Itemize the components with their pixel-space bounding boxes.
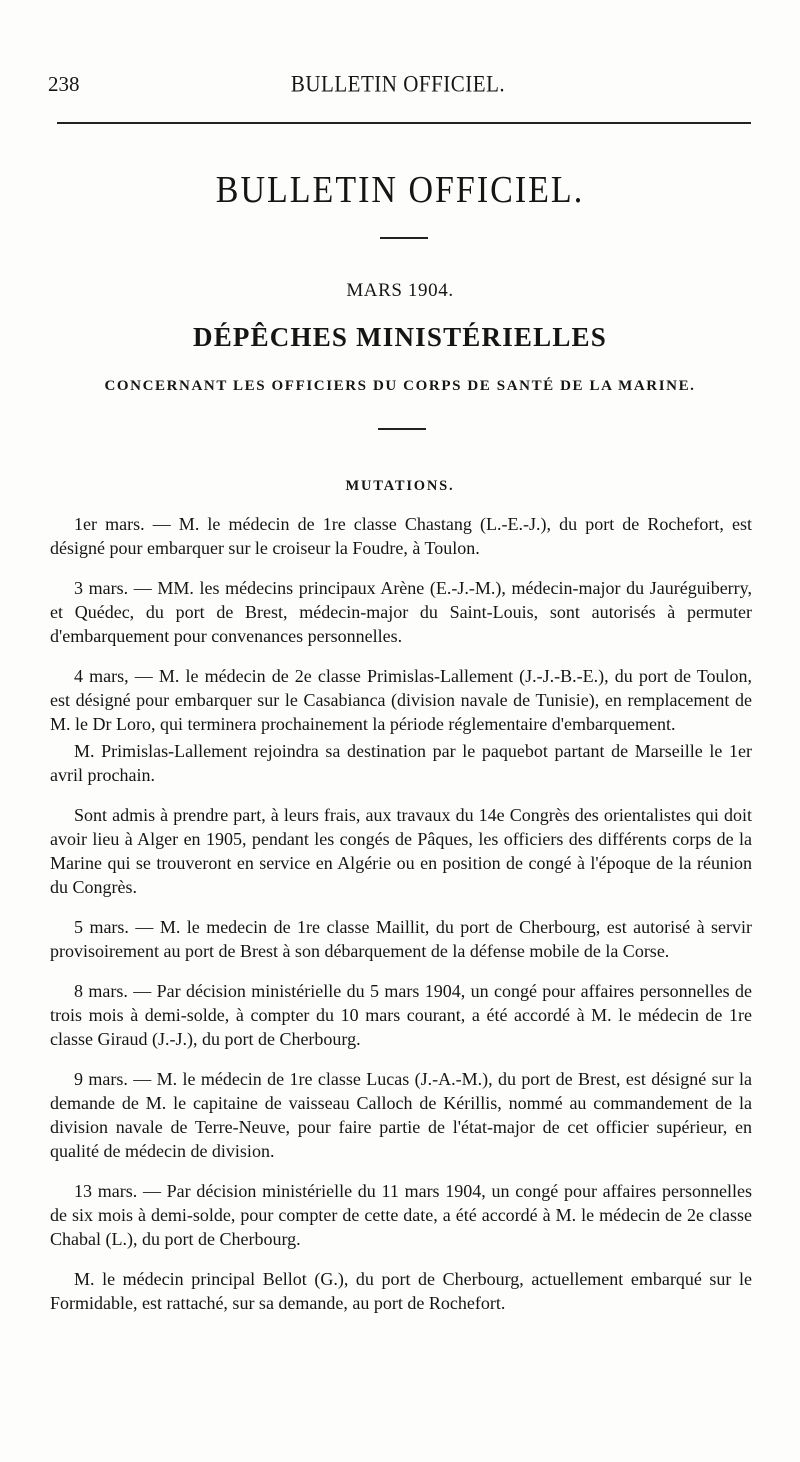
paragraph-3-mars: 3 mars. — MM. les médecins principaux Arène (E.-J.-M.), médecin-major du Jauréguiberry, et Quédec, du port de Brest, médecin-major du Saint-Louis, sont autorisés à permuter d'embarquement pour convenances personnelles.: [50, 578, 752, 646]
page-number: 238: [48, 72, 80, 96]
main-title: BULLETIN OFFICIEL.: [215, 169, 585, 212]
running-title: BULLETIN OFFICIEL.: [290, 71, 506, 97]
paragraph-4-mars: 4 mars, — M. le médecin de 2e classe Primislas-Lallement (J.-J.-B.-E.), du port de Toulon, est désigné pour embarquer sur le Casabianca (division navale de Tunisie), en remplacement de M. le Dr Loro, qui terminera prochainement la période réglementaire d'embarquement.: [50, 666, 752, 734]
body-text: [50, 508, 752, 1315]
paragraph-5-mars: 5 mars. — M. le medecin de 1re classe Maillit, du port de Cherbourg, est autorisé à servir provisoirement au port de Brest à son débarquement de la défense mobile de la Corse.: [50, 917, 752, 961]
paragraph-8-mars: 8 mars. — Par décision ministérielle du 5 mars 1904, un congé pour affaires personnelles de trois mois à demi-solde, à compter du 10 mars courant, a été accordé à M. le médecin de 1re classe Giraud (J.-J.), du port de Cherbourg.: [50, 981, 752, 1049]
paragraph-4-mars-cont: M. Primislas-Lallement rejoindra sa destination par le paquebot partant de Marseille le 1er avril prochain.: [50, 741, 752, 785]
paragraph-1-mars: 1er mars. — M. le médecin de 1re classe Chastang (L.-E.-J.), du port de Rochefort, est désigné pour embarquer sur le croiseur la Foudre, à Toulon.: [50, 514, 752, 558]
section-subheading: CONCERNANT LES OFFICIERS DU CORPS DE SANTÉ DE LA MARINE.: [104, 378, 696, 394]
paragraph-13-mars-cont: M. le médecin principal Bellot (G.), du port de Cherbourg, actuellement embarqué sur le Formidable, est rattaché, sur sa demande, au port de Rochefort.: [50, 1269, 752, 1313]
section-heading: DÉPÊCHES MINISTÉRIELLES: [193, 322, 607, 352]
running-header: [48, 72, 748, 102]
section-divider: [378, 428, 426, 430]
paragraph-congres: Sont admis à prendre part, à leurs frais, aux travaux du 14e Congrès des orientalistes qui doit avoir lieu à Alger en 1905, pendant les congés de Pâques, les officiers des différents corps de la Marine qui se trouveront en service en Algérie ou en position de congé à l'époque de la réunion du Congrès.: [50, 805, 752, 897]
header-rule: [57, 122, 751, 124]
mutations-heading: MUTATIONS.: [345, 478, 455, 494]
paragraph-9-mars: 9 mars. — M. le médecin de 1re classe Lucas (J.-A.-M.), du port de Brest, est désigné sur la demande de M. le capitaine de vaisseau Calloch de Kérillis, nommé au commandement de la division navale de Terre-Neuve, pour faire partie de l'état-major de cet officier supérieur, en qualité de médecin de division.: [50, 1069, 752, 1161]
paragraph-13-mars: 13 mars. — Par décision ministérielle du 11 mars 1904, un congé pour affaires personnelles de six mois à demi-solde, pour compter de cette date, a été accordé à M. le médecin de 2e classe Chabal (L.), du port de Cherbourg.: [50, 1181, 752, 1249]
title-divider: [380, 237, 428, 239]
date-heading: MARS 1904.: [346, 280, 454, 301]
